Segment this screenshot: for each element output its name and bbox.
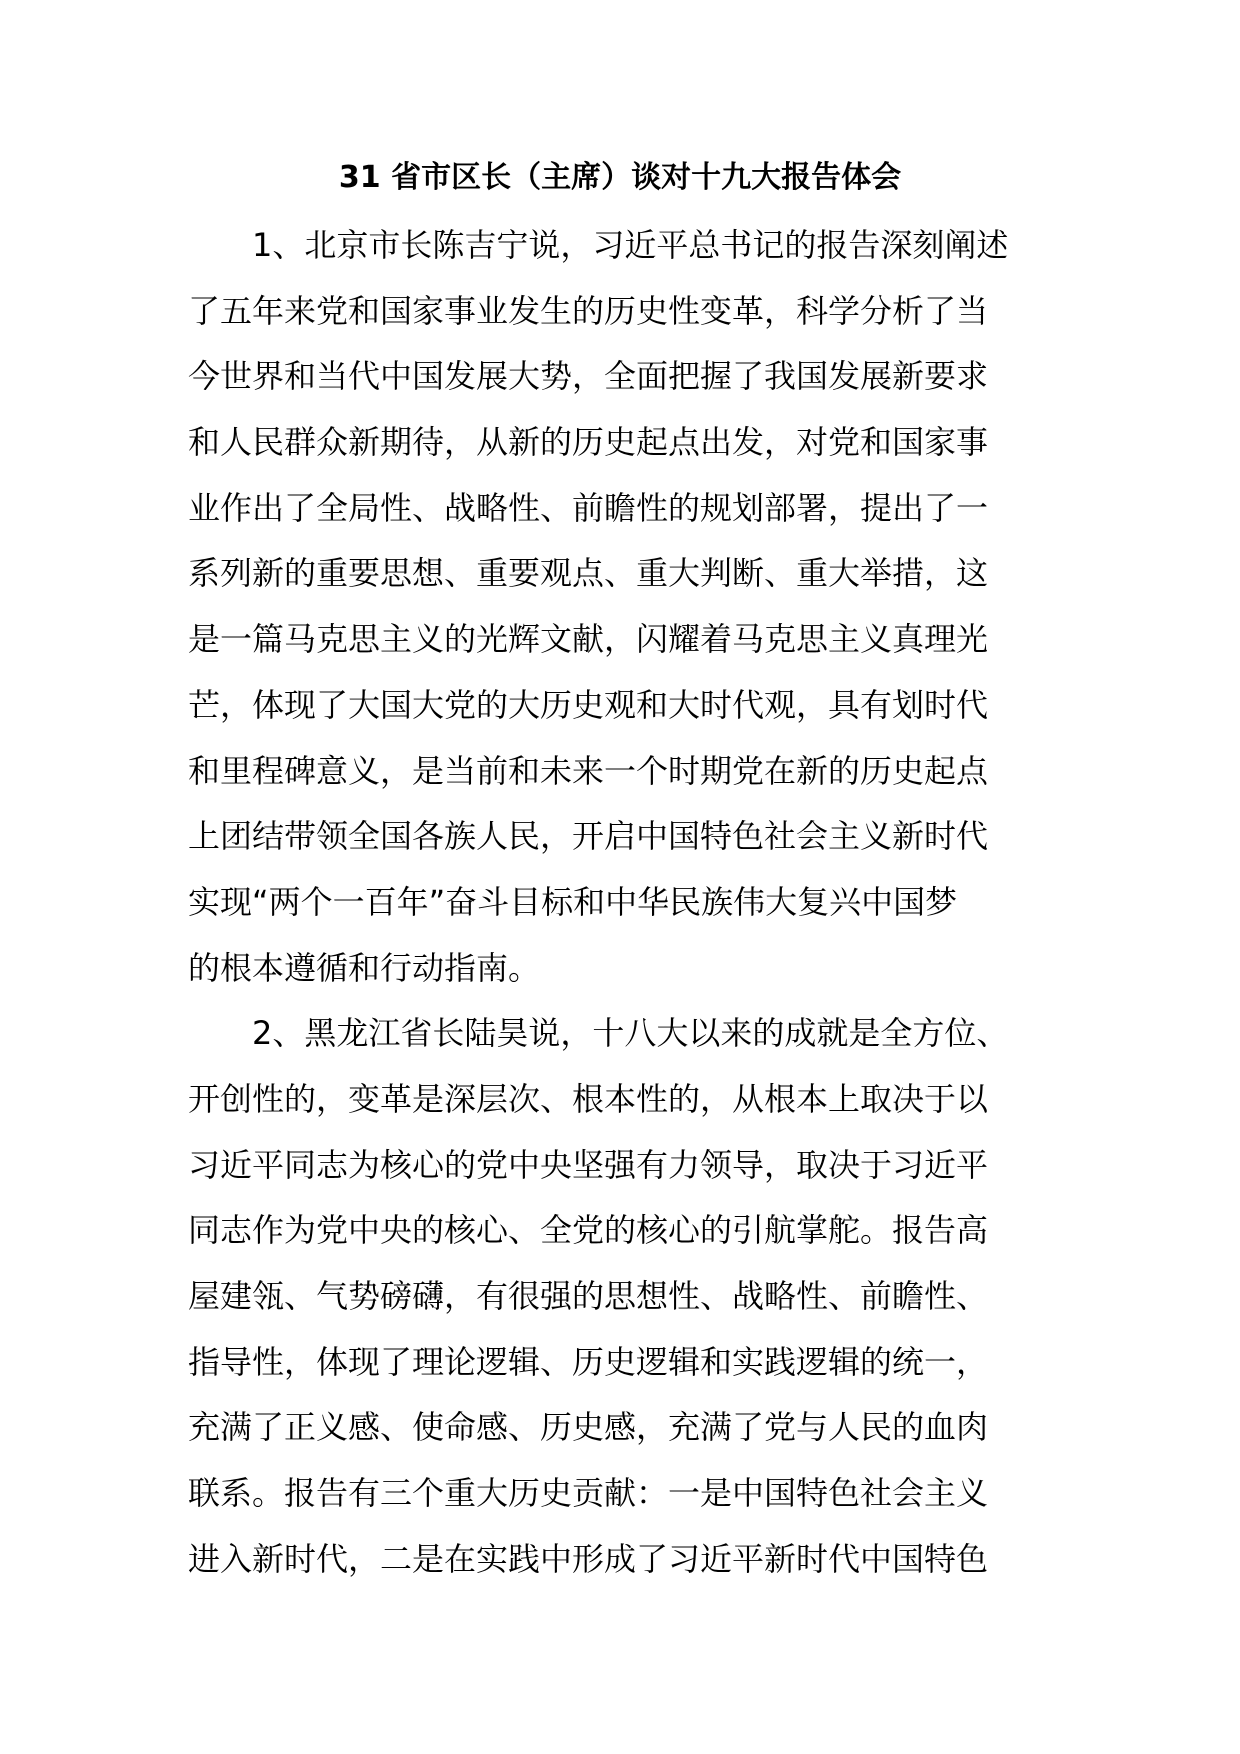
paragraph-1-line: 芒，体现了大国大党的大历史观和大时代观，具有划时代	[188, 685, 989, 724]
paragraph-1-line: 和里程碑意义，是当前和未来一个时期党在新的历史起点	[188, 751, 989, 790]
paragraph-1-line: 实现“两个一百年”奋斗目标和中华民族伟大复兴中国梦	[188, 882, 958, 921]
paragraph-1-line: 上团结带领全国各族人民，开启中国特色社会主义新时代	[188, 817, 989, 856]
paragraph-1-line: 的根本遵循和行动指南。	[188, 948, 541, 987]
paragraph-2-line: 习近平同志为核心的党中央坚强有力领导，取决于习近平	[188, 1145, 989, 1184]
paragraph-2-line: 屋建瓴、气势磅礴，有很强的思想性、战略性、前瞻性、	[188, 1277, 989, 1315]
paragraph-1-line: 是一篇马克思主义的光辉文献，闪耀着马克思主义真理光	[188, 620, 989, 659]
paragraph-1-line: 和人民群众新期待，从新的历史起点出发，对党和国家事	[188, 423, 989, 462]
document-body	[188, 213, 1058, 1592]
paragraph-2-line: 指导性，体现了理论逻辑、历史逻辑和实践逻辑的统一，	[188, 1342, 989, 1381]
paragraph-2-line: 2、黑龙江省长陆昊说，十八大以来的成就是全方位、	[252, 1014, 1009, 1053]
paragraph-1-line: 1、北京市长陈吉宁说，习近平总书记的报告深刻阐述	[252, 226, 1009, 264]
paragraph-2-line: 进入新时代，二是在实践中形成了习近平新时代中国特色	[188, 1539, 989, 1578]
paragraph-1-line: 业作出了全局性、战略性、前瞻性的规划部署，提出了一	[188, 488, 989, 527]
paragraph-1-line: 系列新的重要思想、重要观点、重大判断、重大举措，这	[188, 554, 989, 593]
paragraph-2-line: 充满了正义感、使命感、历史感，充满了党与人民的血肉	[188, 1408, 989, 1447]
paragraph-2-line: 同志作为党中央的核心、全党的核心的引航掌舵。报告高	[188, 1211, 989, 1250]
document-title: 31 省市区长（主席）谈对十九大报告体会	[338, 160, 902, 195]
paragraph-2-line: 开创性的，变革是深层次、根本性的，从根本上取决于以	[188, 1079, 989, 1118]
paragraph-2-line: 联系。报告有三个重大历史贡献：一是中国特色社会主义	[188, 1474, 989, 1513]
paragraph-1-line: 今世界和当代中国发展大势，全面把握了我国发展新要求	[188, 357, 989, 396]
paragraph-1-line: 了五年来党和国家事业发生的历史性变革，科学分析了当	[188, 291, 989, 330]
